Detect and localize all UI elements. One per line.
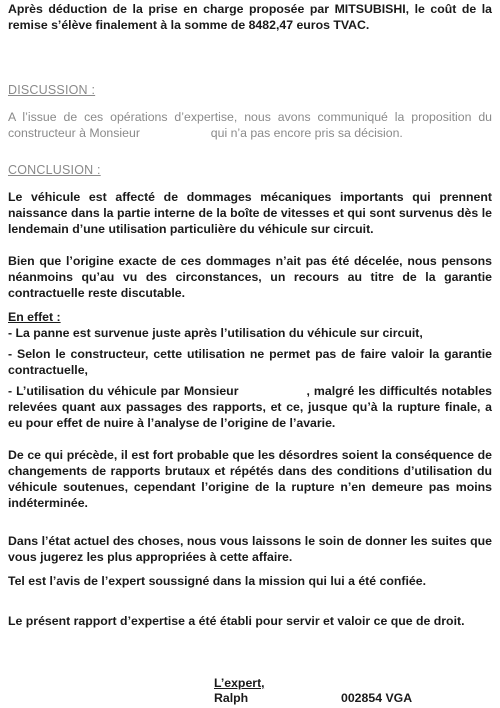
en-effet-label: En effet : [8, 310, 61, 324]
discussion-heading: DISCUSSION : [8, 83, 96, 97]
conclusion-paragraph-5: Tel est l’avis de l’expert soussigné dans la mission qui lui a été confiée. [8, 574, 427, 588]
reasons-list [8, 325, 492, 431]
list-item: - La panne est survenue juste après l’utilisation du véhicule sur circuit, [8, 326, 423, 340]
discussion-text-after: qui n’a pas encore pris sa décision. [210, 126, 403, 140]
signature-name: Ralph [214, 691, 249, 705]
conclusion-paragraph-6: Le présent rapport d’expertise a été établi pour servir et valoir ce que de droit. [8, 614, 465, 628]
discussion-paragraph [8, 109, 492, 141]
list-item [8, 383, 492, 431]
conclusion-paragraph-2: Bien que l’origine exacte de ces dommages n’ait pas été décelée, nous pensons néanmoins qu’au vu des circonstances, un recours au titre de la garantie contractuelle reste discutable. [8, 254, 492, 300]
item3-text-before: - L’utilisation du véhicule par Monsieur [8, 384, 239, 398]
conclusion-paragraph-4: Dans l’état actuel des choses, nous vous laissons le soin de donner les suites que vous jugerez les plus appropriées à cette affaire. [8, 534, 492, 564]
item3-text-after: , malgré les difficultés notables relevées quant aux passages des rapports, et ce, jusque qu’à la rupture finale, a eu pour effet de nuire à l’analyse de l’origine de l’avarie. [8, 384, 493, 430]
discussion-text-before: A l’issue de ces opérations d’expertise, nous avons communiqué la proposition du constructeur à Monsieur [8, 110, 492, 140]
list-item: - Selon le constructeur, cette utilisation ne permet pas de faire valoir la garantie contractuelle, [8, 347, 492, 377]
intro-paragraph: Après déduction de la prise en charge proposée par MITSUBISHI, le coût de la remise s’élève finalement à la somme de 8482,47 euros TVAC. [8, 2, 492, 32]
conclusion-paragraph-1: Le véhicule est affecté de dommages mécaniques importants qui prennent naissance dans la partie interne de la boîte de vitesses et qui sont survenus dès le lendemain d’une utilisation particulière du véhicule sur circuit. [8, 190, 492, 236]
conclusion-paragraph-3: De ce qui précède, il est fort probable que les désordres soient la conséquence de changements de rapports brutaux et répétés dans des conditions d’utilisation du véhicule soutenues, cependant l’origine de la rupture n’en demeure pas moins indéterminée. [8, 448, 492, 510]
conclusion-heading: CONCLUSION : [8, 163, 101, 177]
signature-reference: 002854 VGA [341, 691, 413, 705]
signature-title: L’expert, [214, 676, 265, 690]
